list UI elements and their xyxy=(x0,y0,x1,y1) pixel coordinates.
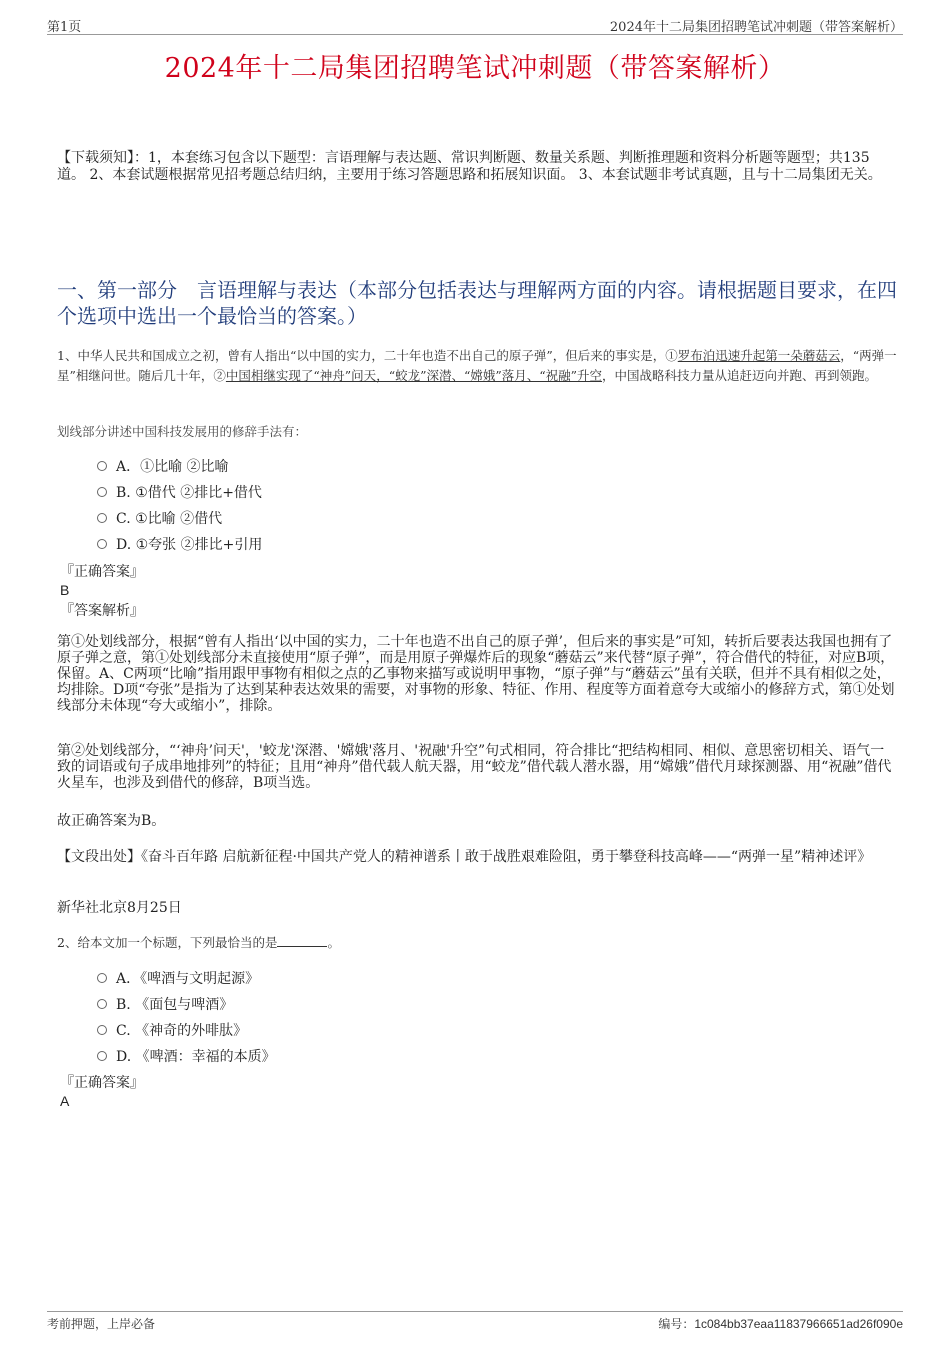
radio-icon[interactable] xyxy=(97,487,107,497)
source-citation: 【文段出处】《奋斗百年路 启航新征程·中国共产党人的精神谱系丨敢于战胜艰难险阻，勇于攀登科技高峰——“两弹一星”精神述评》 xyxy=(57,849,872,865)
option-c[interactable]: C. ①比喻 ②借代 xyxy=(97,505,262,531)
option-a[interactable]: A．①比喻 ②比喻 xyxy=(97,453,262,479)
radio-icon[interactable] xyxy=(97,1051,107,1061)
radio-icon[interactable] xyxy=(97,973,107,983)
question-1-options xyxy=(97,453,262,557)
question-1-prompt: 划线部分讲述中国科技发展用的修辞手法有： xyxy=(57,424,308,439)
option-c[interactable]: C. 《神奇的外啡肽》 xyxy=(97,1017,276,1043)
answer-value: A xyxy=(60,1093,70,1109)
underline-part-1: 罗布泊迅速升起第一朵蘑菇云 xyxy=(677,348,841,363)
option-d[interactable]: D. ①夸张 ②排比+引用 xyxy=(97,531,262,557)
radio-icon[interactable] xyxy=(97,999,107,1009)
radio-icon[interactable] xyxy=(97,1025,107,1035)
option-b[interactable]: B. 《面包与啤酒》 xyxy=(97,991,276,1017)
option-a[interactable]: A．《啤酒与文明起源》 xyxy=(97,965,276,991)
page-header xyxy=(47,14,903,35)
answer-value: B xyxy=(60,582,70,598)
radio-icon[interactable] xyxy=(97,539,107,549)
document-code: 编号：1c084bb37eaa11837966651ad26f090e xyxy=(658,1317,903,1331)
question-2-stem: 2、给本文加一个标题，下列最恰当的是 。 xyxy=(57,935,340,950)
question-2-options xyxy=(97,965,276,1069)
radio-icon[interactable] xyxy=(97,461,107,471)
download-notice: 【下载须知】：1，本套练习包含以下题型：言语理解与表达题、常识判断题、数量关系题、判断推理题和资料分析题等题型；共135道。 2、本套试题根据常见招考题总结归纳，主要用于练习答题思路和拓展知识面。 3、本套试题非考试真题，且与十二局集团无关。 xyxy=(57,150,882,183)
analysis-paragraph-2: 第②处划线部分，“‘神舟’问天'，'蛟龙'深潜、'嫦娥'落月、'祝融'升空”句式相同，符合排比“把结构相同、相似、意思密切相关、语气一致的词语或句子成串地排列”的特征；且用“神舟”借代载人航天器，用“蛟龙”借代载人潜水器，用“嫦娥”借代月球探测器、用“祝融”借代火星车，也涉及到借代的修辞，B项当选。 xyxy=(57,743,892,791)
page-number: 第1页 xyxy=(47,20,82,35)
radio-icon[interactable] xyxy=(97,513,107,523)
answer-label: 『正确答案』 xyxy=(60,564,144,580)
option-b[interactable]: B. ①借代 ②排比+借代 xyxy=(97,479,262,505)
question-1-stem: 1、中华人民共和国成立之初，曾有人指出“以中国的实力，二十年也造不出自己的原子弹”，但后来的事实是，①罗布泊迅速升起第一朵蘑菇云，“两弹一星”相继问世。随后几十年，②中国相继实现了“神舟”问天，“蛟龙”深潜、“嫦娥”落月、“祝融”升空，中国战略科技力量从追赶迈向并跑、再到领跑。 xyxy=(57,348,897,383)
document-title: 2024年十二局集团招聘笔试冲刺题（带答案解析） xyxy=(164,53,786,84)
header-doc-title: 2024年十二局集团招聘笔试冲刺题（带答案解析） xyxy=(609,20,903,35)
analysis-paragraph-1: 第①处划线部分，根据“曾有人指出‘以中国的实力，二十年也造不出自己的原子弹’，但后来的事实是”可知，转折后要表达我国也拥有了原子弹之意，第①处划线部分未直接使用“原子弹”，而是用原子弹爆炸后的现象“蘑菇云”来代替“原子弹”，符合借代的特征，对应B项，保留。A、C两项“比喻”指用跟甲事物有相似之点的乙事物来描写或说明甲事物，“原子弹”与“蘑菇云”虽有关联，但并不具有相似之处，均排除。D项“夸张”是指为了达到某种表达效果的需要，对事物的形象、特征、作用、程度等方面着意夸大或缩小的修辞方式，第①处划线部分未体现“夸大或缩小”，排除。 xyxy=(57,634,895,714)
page-footer xyxy=(47,1311,903,1334)
section-heading: 一、第一部分 言语理解与表达（本部分包括表达与理解两方面的内容。请根据题目要求，在四个选项中选出一个最恰当的答案。） xyxy=(57,278,897,328)
option-d[interactable]: D. 《啤酒：幸福的本质》 xyxy=(97,1043,276,1069)
footer-slogan: 考前押题，上岸必备 xyxy=(47,1317,156,1331)
answer-label: 『正确答案』 xyxy=(60,1075,144,1091)
analysis-label: 『答案解析』 xyxy=(60,603,144,619)
answer-blank xyxy=(277,934,327,947)
underline-part-2: 中国相继实现了“神舟”问天，“蛟龙”深潜、“嫦娥”落月、“祝融”升空 xyxy=(225,368,603,383)
conclusion: 故正确答案为B。 xyxy=(57,813,166,829)
source-date: 新华社北京8月25日 xyxy=(57,900,182,916)
